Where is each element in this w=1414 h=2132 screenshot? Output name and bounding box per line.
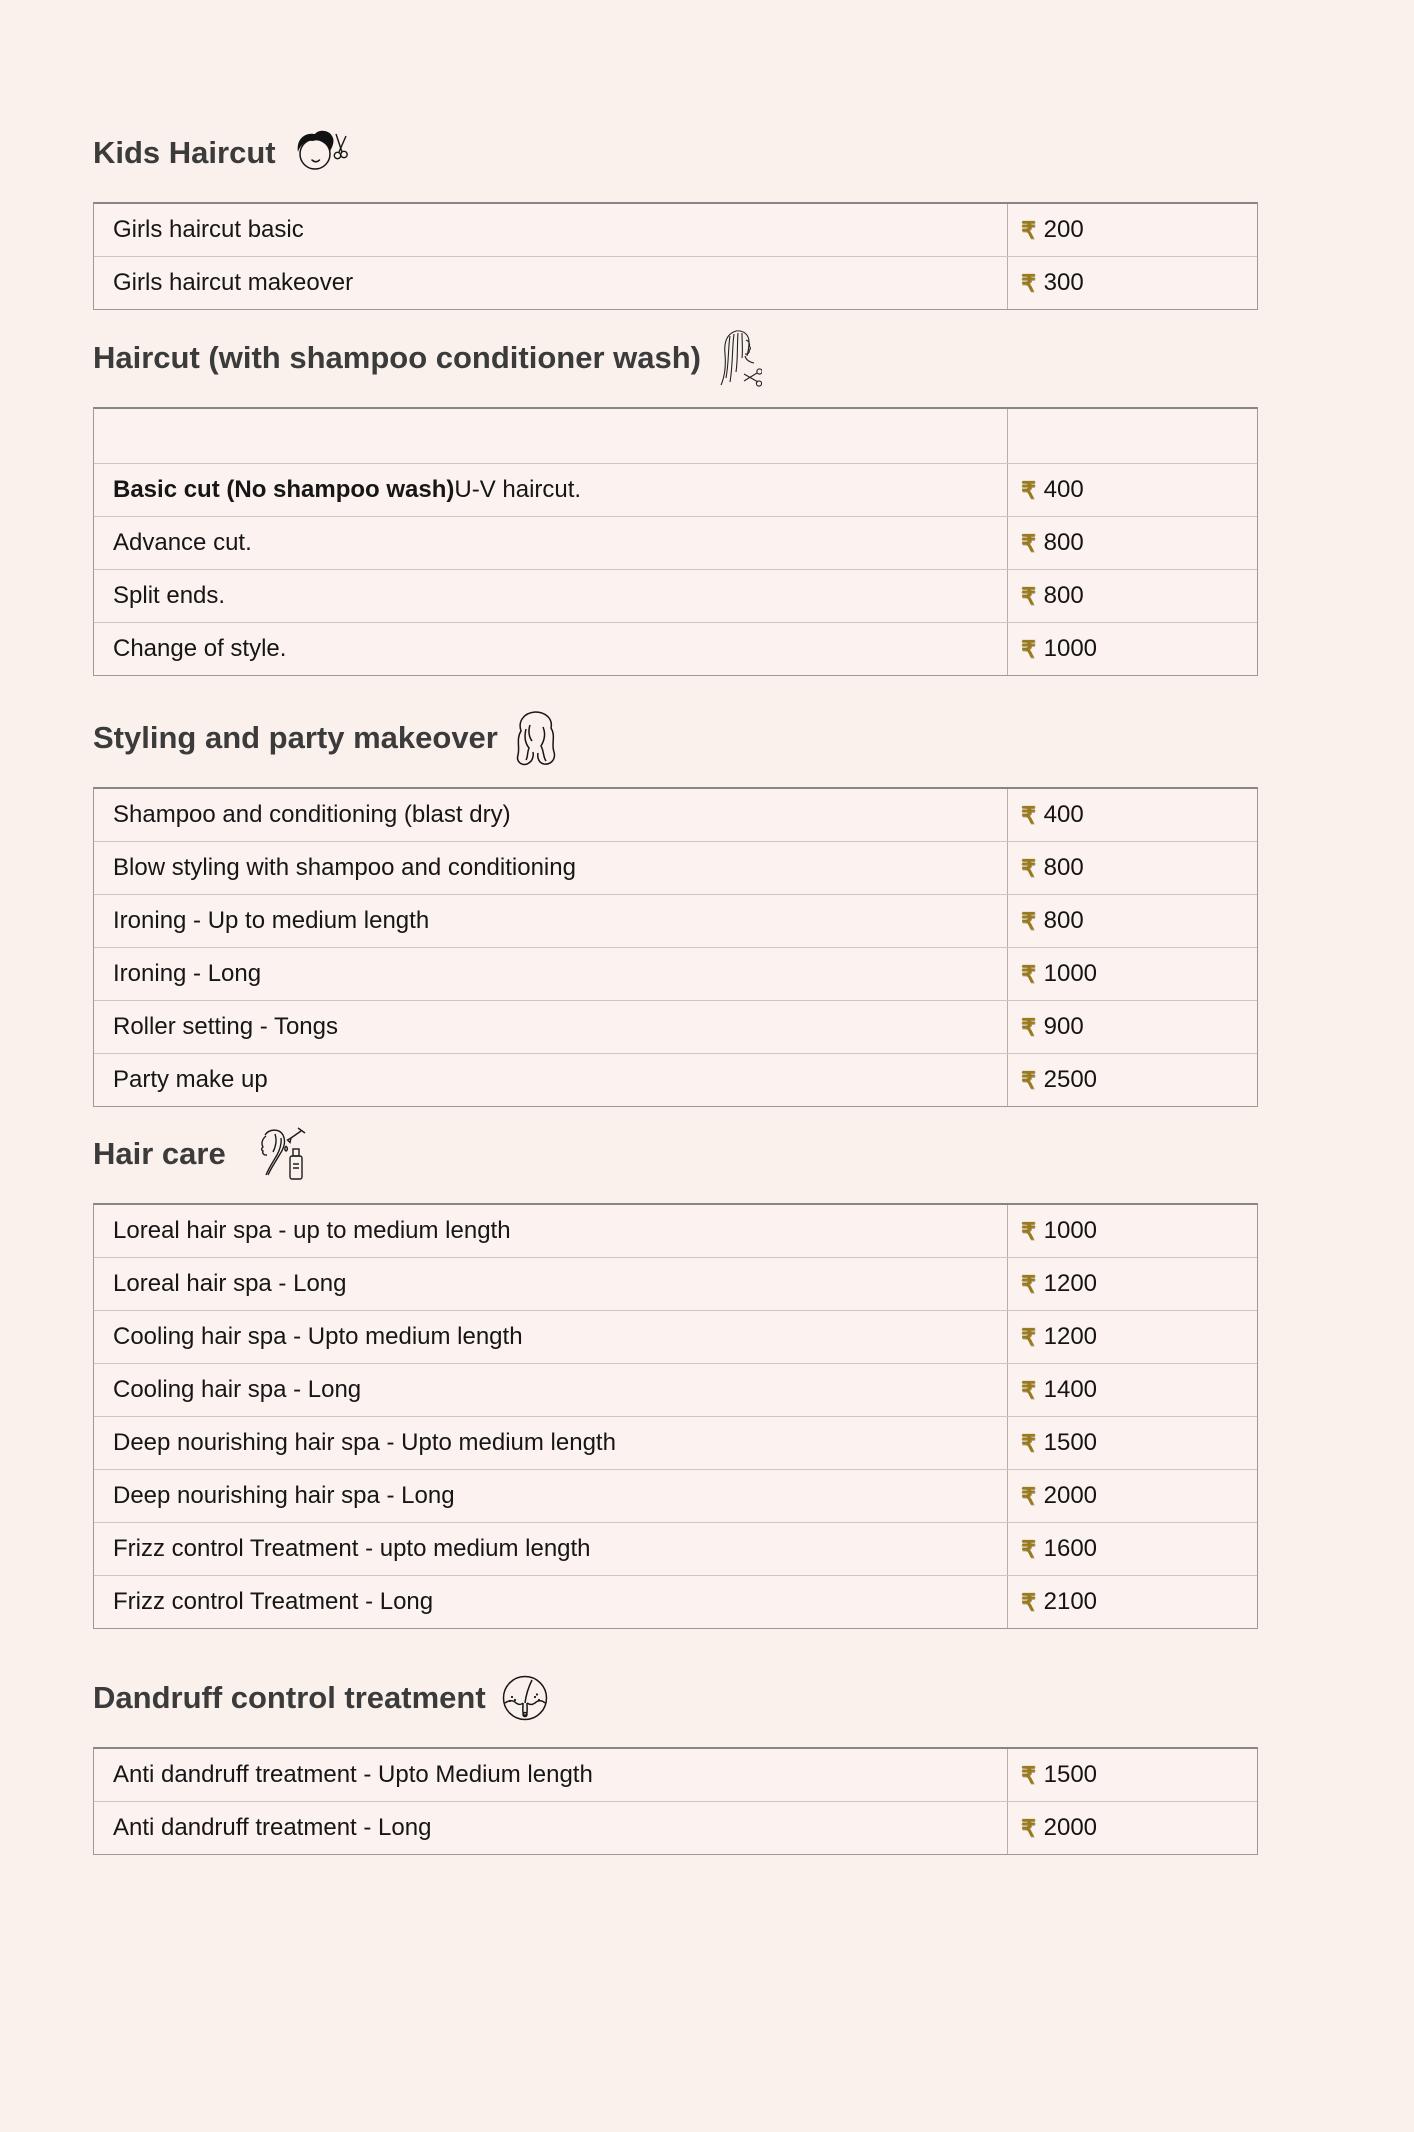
rupee-icon: ₹: [1021, 1270, 1036, 1297]
service-name-cell: [94, 1470, 1007, 1522]
price-amount: 2100: [1043, 1588, 1098, 1615]
price-amount: 2000: [1043, 1814, 1098, 1841]
rupee-icon: ₹: [1021, 1323, 1036, 1350]
price-amount: 800: [1043, 854, 1084, 881]
price-cell: [1007, 1749, 1257, 1801]
section-heading: [93, 132, 1258, 174]
service-name: Advance cut.: [113, 529, 252, 556]
service-name: Deep nourishing hair spa - Upto medium length: [113, 1429, 616, 1456]
price-amount: 1000: [1043, 1217, 1098, 1244]
section-heading: [93, 337, 1258, 379]
service-name-cell: [94, 1802, 1007, 1854]
price-cell: [1007, 1576, 1257, 1628]
price-cell: [1007, 948, 1257, 1000]
table-row: [94, 1000, 1257, 1053]
service-name-cell: [94, 1054, 1007, 1106]
table-row: [94, 1257, 1257, 1310]
price-cell: [1007, 1311, 1257, 1363]
price-amount: 200: [1043, 216, 1084, 243]
table-row: [94, 204, 1257, 256]
price-amount: 1600: [1043, 1535, 1098, 1562]
table-row: [94, 516, 1257, 569]
service-name-cell: [94, 1417, 1007, 1469]
service-name-cell: [94, 464, 1007, 516]
section-heading: [93, 1133, 1258, 1175]
service-name: Anti dandruff treatment - Long: [113, 1814, 432, 1841]
table-row: [94, 463, 1257, 516]
price-cell: [1007, 257, 1257, 309]
price-cell: [1007, 1470, 1257, 1522]
rupee-icon: ₹: [1021, 1429, 1036, 1456]
rupee-icon: ₹: [1021, 529, 1036, 556]
service-name-cell: [94, 1523, 1007, 1575]
price-cell: [1007, 842, 1257, 894]
price-amount: 400: [1043, 801, 1084, 828]
table-row: [94, 1575, 1257, 1628]
price-amount: 2500: [1043, 1066, 1098, 1093]
section-haircut-shampoo-wash: [93, 337, 1258, 676]
rupee-icon: ₹: [1021, 1761, 1036, 1788]
rupee-icon: ₹: [1021, 476, 1036, 503]
price-table-dandruff: [93, 1747, 1258, 1855]
rupee-icon: ₹: [1021, 216, 1036, 243]
service-name: Frizz control Treatment - upto medium length: [113, 1535, 591, 1562]
table-row: [94, 569, 1257, 622]
service-name-cell: [94, 948, 1007, 1000]
rupee-icon: ₹: [1021, 907, 1036, 934]
price-amount: 800: [1043, 582, 1084, 609]
price-amount: 1000: [1043, 635, 1098, 662]
section-heading: [93, 717, 1258, 759]
service-name: Deep nourishing hair spa - Long: [113, 1482, 455, 1509]
rupee-icon: ₹: [1021, 1376, 1036, 1403]
price-cell: [1007, 204, 1257, 256]
service-name-cell: [94, 1576, 1007, 1628]
price-cell: [1007, 464, 1257, 516]
price-table-hair-care: [93, 1203, 1258, 1629]
price-amount: 1000: [1043, 960, 1098, 987]
table-row: [94, 789, 1257, 841]
price-cell: [1007, 1523, 1257, 1575]
table-row: [94, 1416, 1257, 1469]
service-name-cell: [94, 257, 1007, 309]
service-name: Ironing - Long: [113, 960, 262, 987]
service-name: Frizz control Treatment - Long: [113, 1588, 434, 1615]
price-cell: [1007, 1054, 1257, 1106]
service-name: Anti dandruff treatment - Upto Medium length: [113, 1761, 593, 1788]
table-row: [94, 1522, 1257, 1575]
section-dandruff-control: [93, 1677, 1258, 1855]
service-name-cell: [94, 1001, 1007, 1053]
service-name-cell: [94, 789, 1007, 841]
price-cell: [1007, 1001, 1257, 1053]
table-row: [94, 1053, 1257, 1106]
table-header-row: [94, 409, 1257, 463]
table-row: [94, 622, 1257, 675]
service-name-cell: [94, 204, 1007, 256]
party-hairstyle-icon: [513, 709, 557, 767]
service-name: Loreal hair spa - Long: [113, 1270, 347, 1297]
service-name: Shampoo and conditioning (blast dry): [113, 801, 511, 828]
price-cell: [1007, 1417, 1257, 1469]
price-list-page: [0, 132, 1414, 1975]
service-name-bold: Basic cut (No shampoo wash): [113, 476, 455, 503]
table-row: [94, 841, 1257, 894]
service-name-cell: [94, 623, 1007, 675]
section-styling-party-makeover: [93, 717, 1258, 1107]
price-cell: [1007, 1364, 1257, 1416]
price-amount: 1500: [1043, 1761, 1098, 1788]
section-title: Dandruff control treatment: [93, 1680, 486, 1715]
rupee-icon: ₹: [1021, 854, 1036, 881]
price-cell: [1007, 895, 1257, 947]
service-name: Roller setting - Tongs: [113, 1013, 338, 1040]
rupee-icon: ₹: [1021, 1588, 1036, 1615]
rupee-icon: ₹: [1021, 1066, 1036, 1093]
service-name-cell: [94, 409, 1007, 463]
service-name-cell: [94, 1258, 1007, 1310]
price-cell: [1007, 1205, 1257, 1257]
section-title: Haircut (with shampoo conditioner wash): [93, 340, 701, 375]
service-name: Ironing - Up to medium length: [113, 907, 430, 934]
service-name: Cooling hair spa - Long: [113, 1376, 362, 1403]
price-table-kids-haircut: [93, 202, 1258, 310]
service-name: Girls haircut makeover: [113, 269, 354, 296]
hair-serum-icon: [241, 1126, 307, 1182]
service-name: Girls haircut basic: [113, 216, 304, 243]
service-name-cell: [94, 1205, 1007, 1257]
price-cell: [1007, 1258, 1257, 1310]
price-amount: 1500: [1043, 1429, 1098, 1456]
service-name: Blow styling with shampoo and conditioning: [113, 854, 576, 881]
section-title: Hair care: [93, 1136, 226, 1171]
price-cell: [1007, 570, 1257, 622]
section-kids-haircut: [93, 132, 1258, 310]
table-row: [94, 1205, 1257, 1257]
service-name: Party make up: [113, 1066, 268, 1093]
table-row: [94, 1749, 1257, 1801]
service-name: Change of style.: [113, 635, 287, 662]
rupee-icon: ₹: [1021, 1482, 1036, 1509]
rupee-icon: ₹: [1021, 1013, 1036, 1040]
rupee-icon: ₹: [1021, 635, 1036, 662]
service-name: Cooling hair spa - Upto medium length: [113, 1323, 523, 1350]
price-cell: [1007, 789, 1257, 841]
price-amount: 2000: [1043, 1482, 1098, 1509]
table-row: [94, 1469, 1257, 1522]
service-name-cell: [94, 1364, 1007, 1416]
price-amount: 800: [1043, 907, 1084, 934]
section-heading: [93, 1677, 1258, 1719]
table-row: [94, 1363, 1257, 1416]
price-cell: [1007, 623, 1257, 675]
rupee-icon: ₹: [1021, 1217, 1036, 1244]
rupee-icon: ₹: [1021, 1814, 1036, 1841]
service-name-cell: [94, 1749, 1007, 1801]
price-amount: 900: [1043, 1013, 1084, 1040]
price-amount: 1400: [1043, 1376, 1098, 1403]
table-row: [94, 947, 1257, 1000]
rupee-icon: ₹: [1021, 960, 1036, 987]
service-name-cell: [94, 570, 1007, 622]
table-row: [94, 256, 1257, 309]
section-title: Kids Haircut: [93, 135, 276, 170]
rupee-icon: ₹: [1021, 269, 1036, 296]
price-amount: 1200: [1043, 1323, 1098, 1350]
rupee-icon: ₹: [1021, 801, 1036, 828]
service-name: Loreal hair spa - up to medium length: [113, 1217, 511, 1244]
rupee-icon: ₹: [1021, 1535, 1036, 1562]
price-cell: [1007, 409, 1257, 463]
price-cell: [1007, 517, 1257, 569]
section-hair-care: [93, 1133, 1258, 1629]
service-name: Split ends.: [113, 582, 226, 609]
table-row: [94, 894, 1257, 947]
kid-haircut-icon: [291, 128, 349, 178]
price-amount: 1200: [1043, 1270, 1098, 1297]
table-row: [94, 1801, 1257, 1854]
table-row: [94, 1310, 1257, 1363]
price-amount: 300: [1043, 269, 1084, 296]
service-name-cell: [94, 1311, 1007, 1363]
woman-haircut-icon: [716, 328, 762, 388]
service-name: U-V haircut.: [454, 476, 582, 503]
price-amount: 800: [1043, 529, 1084, 556]
service-name-cell: [94, 895, 1007, 947]
price-table-haircut: [93, 407, 1258, 676]
price-table-styling: [93, 787, 1258, 1107]
rupee-icon: ₹: [1021, 582, 1036, 609]
dandruff-follicle-icon: [501, 1674, 549, 1722]
service-name-cell: [94, 517, 1007, 569]
price-cell: [1007, 1802, 1257, 1854]
service-name-cell: [94, 842, 1007, 894]
section-title: Styling and party makeover: [93, 720, 498, 755]
price-amount: 400: [1043, 476, 1084, 503]
